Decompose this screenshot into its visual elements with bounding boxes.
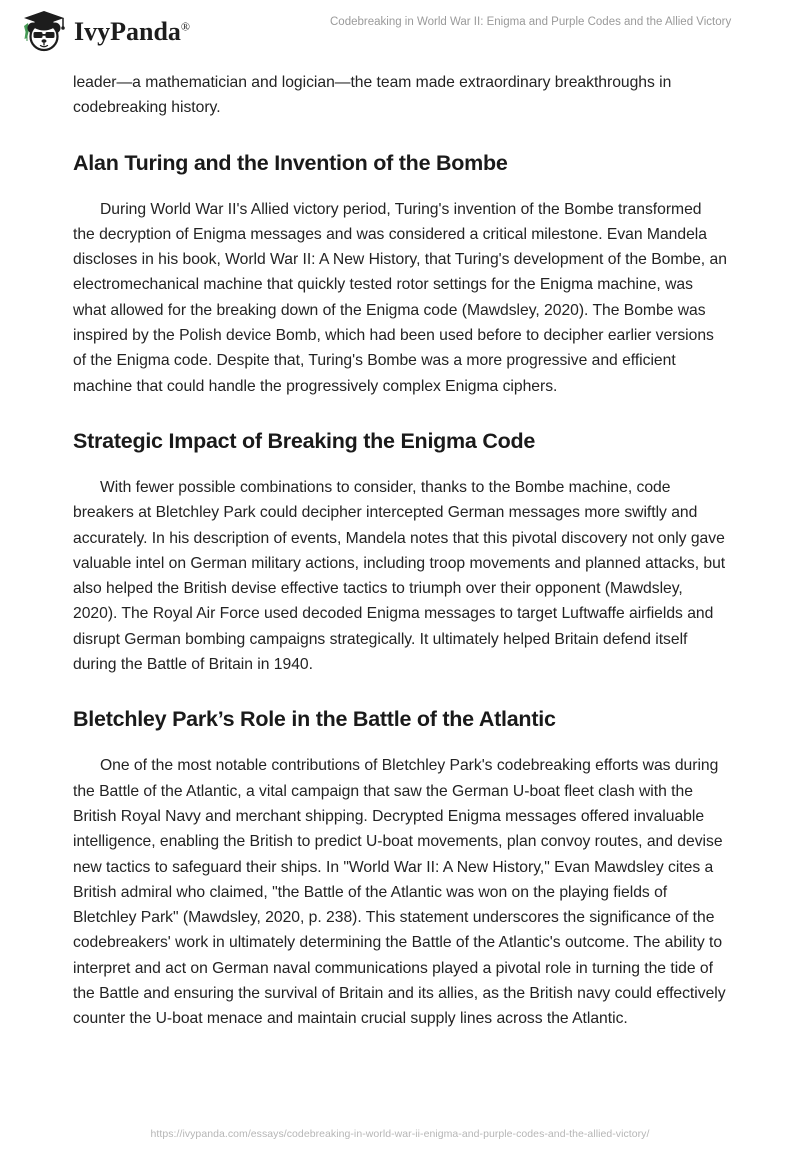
spacer bbox=[73, 176, 727, 197]
section-paragraph-turing-bombe: During World War II's Allied victory period, Turing's invention of the Bombe transformed the decryption of Enigma messages and was considered a critical milestone. Evan Mandela discloses in his book, World War II: A New History, that Turing's development of the Bombe, an electromechanical machine that quickly tested rotor settings for the Enigma machine, was what allowed for the breaking down of the Enigma code (Mawdsley, 2020). The Bombe was inspired by the Polish device Bomb, which had been used before to decipher earlier versions of the Enigma code. Despite that, Turing's Bombe was a more progressive and efficient machine that could handle the progressively complex Enigma ciphers. bbox=[73, 200, 727, 395]
section-heading-strategic-impact: Strategic Impact of Breaking the Enigma Code bbox=[73, 428, 536, 453]
document-title-header: Codebreaking in World War II: Enigma and Purple Codes and the Allied Victory bbox=[330, 16, 732, 28]
continued-paragraph: leader—a mathematician and logician—the team made extraordinary breakthroughs in codebreaking history. bbox=[73, 74, 672, 117]
document-body bbox=[73, 70, 727, 1032]
source-url[interactable]: https://ivypanda.com/essays/codebreaking-in-world-war-ii-enigma-and-purple-codes-and-the-allied-victory/ bbox=[150, 1128, 650, 1140]
spacer bbox=[73, 732, 727, 753]
spacer bbox=[73, 399, 727, 428]
page-header bbox=[0, 0, 800, 62]
section-heading-turing-bombe: Alan Turing and the Invention of the Bombe bbox=[73, 150, 508, 175]
brand-logo-link[interactable] bbox=[18, 8, 190, 56]
registered-mark: ® bbox=[180, 19, 191, 34]
page-footer bbox=[0, 1124, 800, 1142]
section-heading-bletchley-atlantic: Bletchley Park’s Role in the Battle of the Atlantic bbox=[73, 707, 556, 732]
spacer bbox=[73, 121, 727, 150]
spacer bbox=[73, 454, 727, 475]
section-paragraph-strategic-impact: With fewer possible combinations to consider, thanks to the Bombe machine, code breakers at Bletchley Park could decipher intercepted German messages more swiftly and accurately. In his description of events, Mandela notes that this pivotal discovery not only gave valuable intel on German military actions, including troop movements and planned attacks, but also helped the British devise effective tactics to triumph over their opponent (Mawdsley, 2020). The Royal Air Force used decoded Enigma messages to target Luftwaffe airfields and disrupt German bombing campaigns strategically. It ultimately helped Britain defend itself during the Battle of Britain in 1940. bbox=[73, 478, 726, 674]
section-paragraph-bletchley-atlantic: One of the most notable contributions of Bletchley Park's codebreaking efforts was during the Battle of the Atlantic, a vital campaign that saw the German U-boat fleet clash with the British Royal Navy and merchant shipping. Decrypted Enigma messages offered invaluable intelligence, enabling the British to predict U-boat movements, plan convoy routes, and devise new tactics to safeguard their ships. In "World War II: A New History," Evan Mawdsley cites a British admiral who claimed, "the Battle of the Atlantic was won on the playing fields of Bletchley Park" (Mawdsley, 2020, p. 238). This statement underscores the significance of the codebreakers' work in ultimately determining the Battle of the Atlantic's outcome. The ability to interpret and act on German naval communications played a pivotal role in turning the tide of the Battle and ensuring the survival of Britain and its allies, as the British navy could effectively counter the U-boat menace and maintain crucial supply lines across the Atlantic. bbox=[73, 757, 726, 1028]
spacer bbox=[73, 677, 727, 706]
brand-name: IvyPanda® bbox=[74, 17, 191, 46]
panda-graduate-logo-icon bbox=[18, 8, 68, 56]
